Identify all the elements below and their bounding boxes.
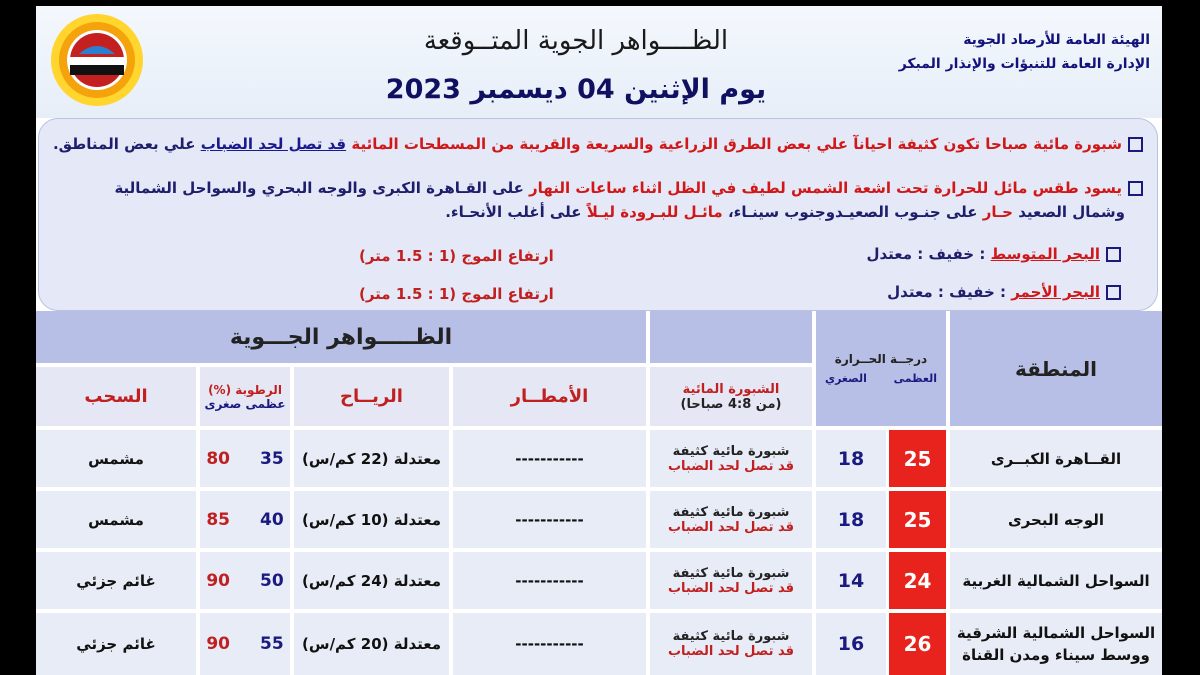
wind-cell: [294, 613, 449, 675]
wind-header: [294, 367, 449, 426]
temp-max-cell: [889, 552, 946, 609]
humidity-header: [200, 367, 290, 426]
humidity-header-label: الرطوبة (%): [208, 382, 282, 397]
humidity-header-sub: عظمى صغرى: [204, 396, 286, 411]
cell-text: معتدلة (20 كم/س): [302, 635, 441, 653]
header: [36, 6, 1162, 118]
cell-text: 18: [837, 447, 865, 470]
temp-max-cell: [889, 430, 946, 487]
wind-cell: [294, 552, 449, 609]
wind-cell: [294, 491, 449, 548]
clouds-cell: [36, 491, 196, 548]
org-department: الإدارة العامة للتنبؤات والإنذار المبكر: [898, 56, 1150, 72]
humidity-max: 80: [206, 448, 230, 469]
clouds-header: [36, 367, 196, 426]
rain-cell: [453, 552, 646, 609]
cell-text: غائم جزئي: [76, 635, 156, 653]
sea-red: البحر الأحمر : خفيف : معتدل: [887, 283, 1121, 301]
cell-text: الريــاح: [340, 386, 403, 407]
forecast-table: [36, 311, 1162, 675]
fog-line2: قد تصل لحد الضباب: [667, 580, 795, 596]
clouds-cell: [36, 430, 196, 487]
humidity-values: [206, 571, 283, 591]
fog-line2: قد تصل لحد الضباب: [667, 519, 795, 535]
waves-mediterranean: ارتفاع الموج (1 : 1.5 متر): [359, 247, 554, 265]
fog-cell: [650, 430, 812, 487]
cell-text: 26: [903, 632, 932, 656]
humidity-min: 40: [260, 509, 284, 530]
fog-cell: [650, 552, 812, 609]
temp-min-cell: [816, 430, 886, 487]
cell-text: معتدلة (24 كم/س): [302, 571, 441, 590]
cell-text: مشمس: [88, 510, 144, 529]
humidity-values: [206, 634, 283, 654]
cell-text: الأمطــار: [510, 386, 589, 407]
cell-text: السحب: [84, 386, 148, 407]
region-line1: الوجه البحرى: [1007, 510, 1105, 529]
cell-text: 24: [903, 568, 932, 593]
region-cell: [950, 491, 1162, 548]
fog-header-top: [650, 311, 812, 363]
fog-line1: شبورة مائية كثيفة: [672, 443, 790, 459]
humidity-cell: [200, 552, 290, 609]
cell-text: -----------: [515, 635, 584, 653]
cell-text: مشمس: [88, 449, 144, 468]
humidity-cell: [200, 491, 290, 548]
region-line1: السواحل الشمالية الغربية: [962, 571, 1150, 590]
cell-stack: [668, 505, 794, 535]
forecast-date: يوم الإثنين 04 ديسمبر 2023: [385, 74, 767, 105]
humidity-max: 90: [206, 570, 230, 591]
org-name: الهيئة العامة للأرصاد الجوية: [963, 32, 1150, 48]
checkbox-icon: [1106, 285, 1121, 300]
fog-header-label: الشبورة المائية: [682, 381, 780, 397]
humidity-cell: [200, 430, 290, 487]
cell-stack: [825, 352, 937, 385]
rain-cell: [453, 491, 646, 548]
cell-text: -----------: [515, 449, 584, 468]
rain-header: [453, 367, 646, 426]
cell-stack: [1008, 511, 1104, 529]
cell-text: 14: [837, 569, 865, 592]
cell-text: الظـــــواهر الجـــوية: [229, 324, 453, 350]
humidity-max: 85: [206, 509, 230, 530]
temp-min-cell: [816, 491, 886, 548]
temp-max-cell: [889, 491, 946, 548]
ema-logo-icon: [42, 10, 152, 110]
fog-header-time: (من 4:8 صباحا): [680, 396, 782, 412]
cell-text: 16: [837, 633, 865, 655]
fog-note: شبورة مائية صباحا تكون كثيفة احيانآ علي بعض الطرق الزراعية والسريعة والقريبة من المسطحات المائية قد تصل لحد الضباب علي بعض المناطق.: [53, 135, 1143, 153]
weather-note-line2: وشمال الصعيد حـار على جنـوب الصعيـدوجنوب سينـاء، مائـل للبـرودة ليـلاً على أغلب الأنحـاء.: [445, 203, 1125, 221]
cell-text: 25: [903, 507, 932, 532]
cell-text: غائم جزئي: [76, 571, 156, 590]
checkbox-icon: [1106, 247, 1121, 262]
region-cell: [950, 613, 1162, 675]
humidity-min: 50: [260, 570, 284, 591]
cell-stack: [668, 566, 794, 596]
region-line2: ووسط سيناء ومدن القناة: [962, 646, 1150, 664]
cell-stack: [681, 382, 782, 412]
region-line1: السواحل الشمالية الشرقية: [956, 624, 1156, 642]
humidity-values: [206, 510, 283, 530]
temp-min-cell: [816, 613, 886, 675]
clouds-cell: [36, 552, 196, 609]
region-header: [950, 311, 1162, 426]
cell-stack: [962, 572, 1149, 590]
temp-header: [816, 311, 946, 426]
region-line1: القــاهرة الكبــرى: [990, 449, 1122, 468]
checkbox-icon: [1128, 181, 1143, 196]
region-cell: [950, 552, 1162, 609]
fog-header: [650, 367, 812, 426]
page-title: الظــــواهر الجوية المتــوقعة: [423, 26, 729, 56]
humidity-values: [206, 449, 283, 469]
notes-panel: [38, 118, 1158, 311]
cell-stack: [957, 624, 1155, 664]
clouds-cell: [36, 613, 196, 675]
sea-mediterranean: البحر المتوسط : خفيف : معتدل: [867, 245, 1122, 263]
fog-line1: شبورة مائية كثيفة: [672, 504, 790, 520]
cell-stack: [668, 444, 794, 474]
rain-cell: [453, 613, 646, 675]
cell-text: 18: [837, 508, 865, 531]
weather-note: يسود طقس مائل للحرارة تحت اشعة الشمس لطيف في الظل اثناء ساعات النهار على القـاهرة الكبرى والوجه البحري والسواحل الشمالية: [114, 179, 1143, 197]
cell-text: معتدلة (10 كم/س): [302, 510, 441, 529]
temp-header-label: درجــة الحــرارة: [834, 352, 928, 366]
fog-line2: قد تصل لحد الضباب: [667, 458, 795, 474]
cell-text: -----------: [515, 571, 584, 590]
humidity-max: 90: [206, 634, 230, 654]
cell-text: معتدلة (22 كم/س): [302, 449, 441, 468]
checkbox-icon: [1128, 137, 1143, 152]
rain-cell: [453, 430, 646, 487]
forecast-card: [36, 6, 1162, 675]
fog-cell: [650, 613, 812, 675]
cell-stack: [991, 450, 1121, 468]
temp-min-cell: [816, 552, 886, 609]
fog-line1: شبورة مائية كثيفة: [672, 565, 790, 581]
fog-line1: شبورة مائية كثيفة: [672, 629, 790, 644]
cell-text: المنطقة: [1015, 356, 1097, 381]
fog-line2: قد تصل لحد الضباب: [667, 644, 795, 659]
region-cell: [950, 430, 1162, 487]
humidity-cell: [200, 613, 290, 675]
humidity-min: 35: [260, 448, 284, 469]
humidity-min: 55: [260, 634, 284, 654]
phenomena-header: [36, 311, 646, 363]
cell-stack: [204, 383, 285, 411]
wind-cell: [294, 430, 449, 487]
cell-text: -----------: [515, 510, 584, 529]
cell-stack: [668, 629, 794, 659]
waves-red: ارتفاع الموج (1 : 1.5 متر): [359, 285, 554, 303]
cell-text: 25: [903, 446, 932, 471]
fog-cell: [650, 491, 812, 548]
temp-max-cell: [889, 613, 946, 675]
temp-header-sub: العظمى الصغري: [825, 372, 938, 385]
